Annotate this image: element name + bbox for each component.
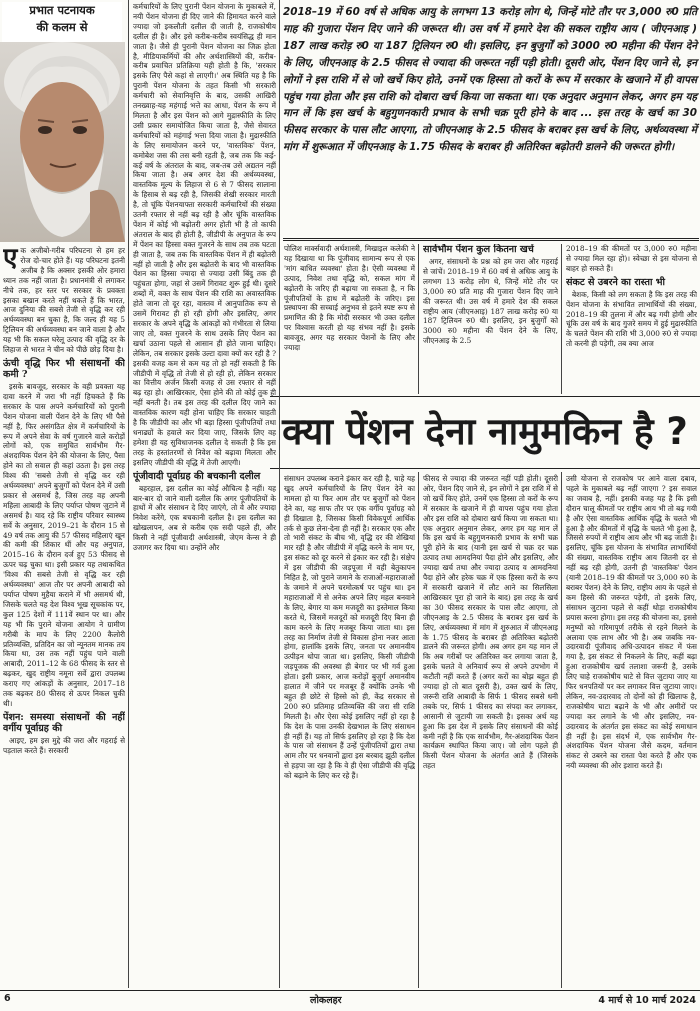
column-3-text-b: संसाधन उपलब्ध कराने इंकार कर रही है, चाहे यह खुद अपने कर्मचारियों के लिए पेंशन देने का मामला हो या फिर आम तौर पर बुजुर्गों को पेंशन देने का, यह साफ तौर पर एक वर्गीय पूर्वाग्रह को ही दिखाता है, जिसका किसी विवेकपूर्ण आर्थिक तर्क से कुछ लेना-देना ही नहीं है। सरकार एक और तो भारी संकट के बीच भी, वृद्धि दर की शेखियां मार रही है और जीडीपी में वृद्धि करने के नाम पर, इस संकट को दूर करने से इंकार कर रही है। संक्षेप में इस जीडीपी की जड़पूजा में वही बेतुकापन निहित है, जो पुराने जमाने के राजाओं-महाराजाओं के जमाने में अपने चरमोत्कर्ष पर पहुंच था। इन महाराजाओं में से अनेक अपने लिए महल बनवाने के लिए, बेगार या कम मजदूरी का इस्तेमाल किया करते थे, जिसमें मजदूरों को मजदूरी दिए बिना ही काम करने के लिए मजबूर किया जाता था। इस तरह का निर्माण तेजी से विकास होना नजर आता होगा, हालांकि इसके लिए, जनता पर अमानवीय उत्पीड़न थोपा जाता था। इसलिए, किसी जीडीपी जड़पूजक की अवस्था ही बेगार पर भी गर्व हुआ होता। इसी प्रकार, आज करोड़ों बुजुर्ग अमानवीय हालात में जीने पर मजबूर हैं क्योंकि उनके भी बहुत ही छोटे से हिस्से को ही, केंद्र सरकार से 200 रु0 प्रतिमाह प्रतिव्यक्ति की जरा सी राशि मिलती है। और ऐसा कोई इसलिए नहीं हो रहा है कि देश के पास उनकी देखभाल के लिए संसाधन ही नहीं हैं। यह तो सिर्फ इसलिए हो रहा है कि देश के पास जो संसाधन हैं उन्हें पूंजीपतियों द्वारा तथा आम तौर पर धनवानों द्वारा इस बरबाद झूठी दलील से हड़पा जा रहा है कि वे ही ऐसा जीडीपी की वृद्धि को बढ़ाने के लिए कर रहे हैं। — [284, 474, 415, 781]
column-divider-3 — [418, 244, 419, 394]
footer-rule — [0, 990, 700, 991]
article-column-4-bottom — [423, 474, 558, 988]
subhead-high-growth: ऊंची वृद्धि फिर भी संसाधनों की कमी ? — [3, 357, 125, 380]
subhead-universal-pension: सार्वभौम पेंशन कुल कितना खर्च — [423, 244, 534, 255]
column-4-text-b: फीसद से ज्यादा की जरूरत नहीं पड़ी होती। दूसरी ओर, पेंशन दिए जाने से, इन लोगों ने इस राशि में से जो खर्चे किए होते, उनमें एक हिस्सा तो करों के रूप में सरकार के खजाने में ही वापस पहुंच गया होता और इस राशि को दोबारा खर्च किया जा सकता था। एक अनुदार अनुमान लेकर, अगर हम यह मान लें कि इस खर्च के बहुगुणनकारी प्रभाव के सभी चक्र पूरी होने के बाद (यानी इस खर्च से चक्र दर चक्र उत्पाद तथा आमदनियां पैदा होने और इसलिए, और ज्यादा खर्च तथा और ज्यादा उत्पाद व आमदनियां पैदा होने और हरेक चक्र में एक हिस्सा करों के रूप में सरकारी खजाने में लौट आने का सिलसिला आखिरकार पूरा हो जाने के बाद) इस तरह के खर्च का 30 फीसद सरकार के पास लौट आएगा, तो जीएनआइ के 2.5 फीसद के बराबर इस खर्च के लिए, अर्थव्यवस्था में मांग में शुरुआत में जीएनआइ के 1.75 फीसद के बराबर ही अतिरिक्त बढ़ोतरी डालने की जरूरत होगी। अब अगर हम यह मान लें कि अब गरीबों पर अतिरिक्त कर लगाया जाता है, इसके चलते वे अनिवार्य रूप से अपने उपभोग में कटौती नहीं करते हैं (अगर करों का बोझ बहुत ही ज्यादा हो तो बात दूसरी है), उक्त खर्च के लिए, जरूरी राशि आबादी के सिर्फ 1 फीसद सबसे धनी तबके पर, सिर्फ 1 फीसद का संपदा कर लगाकर, आसानी से जुटायी जा सकती है। इसका अर्थ यह हुआ कि इस देश में इसके लिए संसाधनों की कोई कमी नहीं है कि एक सार्वभौम, गैर-अंशदायिक पेंशन कार्यक्रम स्थापित किया जाए। जो लोग पहले ही किसी पेंशन योजना के अंतर्गत आते हैं (जिसके तहत — [423, 474, 558, 771]
byline-tagline: की कलम से — [36, 20, 88, 34]
column-1-text-b: इसके बावजूद, सरकार के वही प्रवक्ता यह दावा करने में जरा भी नहीं हिचकते हैं कि सरकार के पास अपने कर्मचारियों को पुरानी पेंशन योजना वाली पेंशन देने के लिए भी पैसे नहीं है, फिर असंगठित क्षेत्र में कर्मचारियों के रूप में अपने सेवा के वर्ष गुजारने वाले करोड़ों लोगों को, एक समुचित सार्वभौम गैर-अंशदायिक पेंशन देने की योजना के लिए, पैसा होने का तो सवाल ही कहां उठता है। इस तरह विश्व की 'सबसे तेजी से वृद्धि कर रही अर्थव्यवस्था' अपने बुजुर्गों को पेंशन देने में उसी प्रकार से असमर्थ है, जिस तरह वह अपनी महिला आबादी के लिए पर्याप्त पोषण जुटाने में असमर्थ है। याद रहे कि राष्ट्रीय परिवार स्वास्थ्य सर्वे के अनुसार, 2019–21 के दौरान 15 से 49 वर्ष तक आयु की 57 फीसद महिलाएं खून की कमी की शिकार थीं और यह अनुपात, 2015–16 के दौरान दर्ज हुए 53 फीसद से ऊपर चढ़ चुका था। इसी प्रकार यह तथाकथित 'विश्व की सबसे तेजी से वृद्धि कर रही अर्थव्यवस्था' आज तौर पर अपनी आबादी को पर्याप्त पोषण मुहैया कराने में भी असमर्थ थी, जिसके चलते यह देश विश्व भूख सूचकांक पर, कुल 125 देशों में 111वें स्थान पर था। और यह भी कि पुराने योजना आयोग ने ग्रामीण गरीबी के माप के लिए 2200 कैलोरी प्रतिव्यक्ति, प्रतिदिन का जो न्यूनतम मानक तय किया था, उस तक नहीं पहुंच पाने वाली आबादी, 2011–12 के 68 फीसद के स्तर से बढ़कर, खुद राष्ट्रीय नमूना सर्वे द्वारा उपलब्ध कराए गए आंकड़ों के अनुसार, 2017–18 तक बढ़कर 80 फीसद से ऊपर निकल चुकी थी। — [3, 381, 125, 708]
article-headline: क्या पेंशन देना नामुमकिन है ? — [282, 410, 688, 453]
column-3-text: पोलिश मार्क्सवादी अर्थशास्त्री, मिखाइल कलेकी ने यह दिखाया था कि पूंजीवाद सामान्य रूप से एक 'मांग बाधित व्यवस्था' होता है। ऐसी व्यवस्था में उत्पाद, निवेश तथा वृद्धि को, सकल मांग में बढ़ोतरी के जरिए ही बढ़ाया जा सकता है, न कि पूंजीपतियों के हाथ में बढ़ोतरी के जरिए। इस प्रस्थापना की सच्चाई अनुभव से इतने स्पष्ट रूप से प्रमाणित की है कि मोदी सरकार भी उक्त दलील पर विश्वास करती हो यह संभव नहीं है। इसके बावजूद, अगर यह सरकार पेंशनों के लिए और ज्यादा — [284, 244, 415, 353]
column-5-text: 2018–19 की कीमतों पर 3,000 रु0 महीना से ज्यादा मिल रहा हो)। स्वेच्छा से इस योजना से बाहर हो सकते हैं। — [566, 244, 697, 273]
article-column-3-bottom — [284, 474, 415, 988]
column-2-text: कर्मचारियों के लिए पुरानी पेंशन योजना के मुकाबले में, नयी पेंशन योजना ही दिए जाने की हिमायत करने वाले ज्यादा जो इकलौती दलील दी जाती है, राजकोषीय दलील ही है। और इसे करीब-करीब स्वयंसिद्ध ही मान जाता है। जैसे ही पुरानी पेंशन योजना का जिक्र होता है, मीडियाकर्मियों की और अर्थशास्त्रियों की, करीब-करीब प्रवाचित प्रतिक्रिया यही होती है कि, 'सरकार इसके लिए पैसे कहां से लाएगी।' अब स्थिति यह है कि पुरानी पेंशन योजना के तहत किसी भी सरकारी कर्मचारी को सेवानिवृत्ति के बाद, उसकी आखिरी तनख्वाह-यह महंगाई भत्ते का आधा, पेंशन के रूप में मिलता है और इस पेंशन को आगे मुद्रास्फीति के लिए उसी प्रकार समायोजित किया जाता है, जैसे सेवारत कर्मचारियों को महंगाई भत्ता दिया जाता है। मुद्रास्फीति के लिए समायोजन करने पर, 'वास्तविक' पेंशन, कमोबेश जस की तस बनी रहती है, जब तक कि कई-कई वर्ष के अंतराल के बाद, जब-तब उसे अद्यतन नहीं किया जाता है। अब अगर देश की अर्थव्यवस्था, वास्तविक मूल्य के लिहाज से 6 से 7 फीसद सालाना के हिसाब से बढ़ रही है, जिसकी शेखी सरकार मारती है, तो चूंकि पेंशनयाफ्ता सरकारी कर्मचारियों की संख्या उतनी रफ्तार से नहीं बढ़ रही है और चूंकि वास्तविक पेंशन में कोई भी बढ़ोतरी अगर होती भी है तो काफी अंतराल के बाद ही होती है, जीडीपी के अनुपात के रूप में पेंशन का हिस्सा वक्त गुजरने के साथ तब तक घटता ही जाता है, जब तक कि वास्तविक पेंशन में ही बढ़ोतरी नहीं हो जाती है और इस बढ़ोतरी के बाद भी वास्तविक पेंशन का हिस्सा ज्यादा से ज्यादा उसी बिंदु तक ही पहुंचता होगा, जहां से उसमें गिरावट शुरू हुई थी। दूसरे शब्दों में, वक्त के साथ पेंशन की राशि का अवास्तविक होते जाना तो दूर रहा, वास्तव में आनुपातिक रूप से उसमें गिरावट ही हो रही होगी और इसलिए, अगर सरकार के अपने वृद्धि के आंकड़ों को गंभीरता से लिया जाए तो, वक्त गुजरने के साथ उसके लिए पेंशन का खर्चा उठाना पहले से आसान ही होते जाना चाहिए। लेकिन, तब सरकार इसके उल्टा दावा क्यों कर रही है ? इसकी वजह कम से कम यह तो हो नहीं सकती है कि जीडीपी में वृद्धि तो तेजी से हो रही हो, लेकिन सरकार का वित्तीय अर्जन किसी वजह से उस रफ्तार से नहीं बढ़ रहा हो। आखिरकार, ऐसा होने की तो कोई तुक ही नहीं बनती है। तब इस तरह की दलील दिए जाने का वास्तविक कारण यही होना चाहिए कि सरकार चाहती है कि जीडीपी का और भी बड़ा हिस्सा पूंजीपतियों तथा धनाढ्यों के हवाले कर दिया जाए, जिसके लिए वह हमेशा ही यह सुविधाजनक दलील दे सकती है कि इस तरह के हस्तांतरणों से निवेश को बढ़ावा मिलता और इसलिए जीडीपी की वृद्धि में तेजी आएगी। — [133, 2, 276, 467]
drop-cap: ए — [3, 246, 18, 273]
column-1-text: क अजीबो-गरीब परिघटना से हम हर रोज दो-चार होते हैं। यह परिघटना इतनी अजीब है कि अक्सर इसकी ओर हमारा ध्यान तक नहीं जाता है। प्रधानमंत्री से लगाकर नीचे तक, हर स्तर पर सरकार के प्रवक्ता इसका बखान करते नहीं थकते हैं कि भारत, आज दुनिया की सबसे तेजी से वृद्धि कर रही अर्थव्यवस्था बन चुका है, कि जल्द ही यह 5 ट्रिलियन की अर्थव्यवस्था बन जाने वाला है और यह भी कि सकल घरेलू उत्पाद की वृद्धि दर के लिहाज से भारत ने चीन को पीछे छोड़ दिया है। — [3, 246, 125, 355]
article-column-4-top — [423, 244, 558, 394]
subhead-capitalist-bias: पूंजीवादी पूर्वाग्रह की बचकानी दलील — [133, 470, 261, 482]
article-column-2 — [133, 2, 276, 988]
subhead-crisis-exit: संकट से उबरने का रास्ता भी — [566, 276, 666, 288]
pull-quote-text: 2018–19 में 60 वर्ष से अधिक आयु के लगभग 13 करोड़ लोग थे, जिन्हें मोटे तौर पर 3,000 रु0 प्रति माह की गुजारा पेंशन दिए जाने की जरूरत थी। उस वर्ष में हमारे देश की सकल राष्ट्रीय आय ( जीएनआइ ) 187 लाख करोड़ रु0 या 187 ट्रिलियन रु0 थी। इसलिए, इन बुजुर्गों को 3000 रु0 महीना की पेंशन देने के लिए, जीएनआइ के 2.5 फीसद से ज्यादा की जरूरत नहीं पड़ी होती। दूसरी ओर, पेंशन दिए जाने से, इन लोगों ने इस राशि में से जो खर्चे किए होते, उनमें एक हिस्सा तो करों के रूप में सरकार के खजाने में ही वापस पहुंच गया होता और इस राशि को दोबारा खर्च किया जा सकता था। एक अनुदार अनुमान लेकर, अगर हम यह मान लें कि इस खर्च के बहुगुणनकारी प्रभाव के सभी चक्र पूरी होने के बाद ... इस तरह के खर्च का 30 फीसद सरकार के पास लौट आएगा, तो जीएनआइ के 2.5 फीसद के बराबर इस खर्च के लिए, अर्थव्यवस्था में मांग में शुरूआत में जीएनआइ के 1.75 फीसद के बराबर ही अतिरिक्त बढ़ोतरी डालने की जरूरत होगी। — [283, 6, 697, 154]
author-name: प्रभात पटनायक — [29, 3, 95, 17]
column-divider-2 — [279, 0, 280, 988]
subhead-pension-bias: पेंशन: समस्या संसाधनों की नहीं वर्गीय पूर्वाग्रह की — [3, 711, 125, 734]
publication-name: लोकलहर — [310, 995, 342, 1006]
pull-quote — [283, 4, 697, 156]
article-column-5-top — [566, 244, 697, 394]
column-divider-1 — [128, 0, 129, 988]
quote-bottom-rule-2 — [283, 240, 699, 241]
column-5-text-c: उसी योजना से राजकोष पर आने वाला दबाव, पहले के मुकाबले बढ़ नहीं जाएगा ? इस सवाल का जवाब है, नहीं। इसकी वजह यह है कि इसी दौरान चालू कीमतों पर राष्ट्रीय आय भी तो बढ़ गयी है और ऐसा वास्तविक आर्थिक वृद्धि के चलते भी हुआ है और कीमतों में वृद्धि के चलते भी हुआ है, जिससे रुपयों में राष्ट्रीय आय और भी बढ़ जाती है। इसलिए, चूंकि इस योजना के संभावित लाभार्थियों की संख्या, वास्तविक राष्ट्रीय आय जितनी दर से नहीं बढ़ रही होगी, उतनी ही 'वास्तविक' पेंशन (यानी 2018–19 की कीमतों पर 3,000 रु0 के बराबर पेंशन) देने के लिए, राष्ट्रीय आय के पहले से कम हिस्से की जरूरत पड़ेगी, तो इसके लिए, संसाधन जुटाना पहले से कहीं थोड़ा राजकोषीय प्रयास करना होगा। इस तरह की योजना का, इससे मनुष्यों को गरिमापूर्ण तरीके से रहने मिलने के अलावा एक लाभ और भी है। अब जबकि नव-उदारवादी पूंजीवाद अधि-उत्पादन संकट में फंस गया है, इस संकट से निकलने के लिए, कहीं बढ़ा हुआ राजकोषीय खर्च तलाशा जरूरी है, उसके लिए चाहे राजकोषीय घाटे से वित्त जुटाया जाए या फिर धनपतियों पर कर लगाकर वित्त जुटाया जाए। लेकिन, नव-उदारवाद तो दोनों को ही खिलाफ है, राजकोषीय घाटा बढ़ाने के भी और अमीरों पर ज्यादा कर लगाने के भी और इसलिए, नव-उदारवाद के अंतर्गत इस संकट का कोई समाधान ही नहीं है। इस संदर्भ में, एक सार्वभौम गैर-अंशदायिक पेंशन योजना जैसे कदम, वर्तमान संकट से उबरने का रास्ता पेश करते हैं और एक नयी व्यवस्था की ओर इशारा करते हैं। — [566, 474, 697, 771]
author-portrait-image — [0, 42, 125, 242]
quote-bottom-rule — [283, 238, 699, 239]
column-divider-5 — [418, 472, 419, 988]
issue-date: 4 मार्च से 10 मार्च 2024 — [598, 995, 696, 1006]
article-column-1 — [3, 246, 125, 988]
column-2-text-b: बहरहाल, इस दलील का कोई औचित्य है नहीं। यह बार-बार दो जाने वाली दलील कि अगर पूंजीपतियों के हाथों में और संसाधन दे दिए जाएंगे, तो वे और ज्यादा निवेश करेंगे, एक बचकानी दलील है। इस दलील का खोखलापन, अब से करीब एक सदी पहले ही, और किसी ने नहीं पूंजीवादी अर्थशास्त्री, जेएम केन्स ने ही उजागर कर दिया था। उन्होंने और — [133, 483, 276, 553]
article-column-3-top — [284, 244, 415, 394]
column-5-text-b: बेशक, किसी को लग सकता है कि इस तरह की पेंशन योजना के संभावित लाभार्थियों की संख्या, 2018–19 की तुलना में और बढ़ गयी होगी और चूंकि उस वर्ष के बाद गुजरे समय में हुई मुद्रास्फीति के चलते पेंशन की राशि भी 3,000 रु0 से ज्यादा तो करनी ही पड़ेगी, तब क्या आज — [566, 289, 697, 349]
article-column-5-bottom — [566, 474, 697, 988]
headline-top-rule — [270, 396, 700, 397]
author-photo — [0, 42, 125, 242]
column-1-text-c: आइए, हम इस मुद्दे की जरा और गहराई से पड़ताल करते हैं। सरकारी — [3, 735, 125, 755]
byline-box — [2, 2, 122, 43]
column-divider-4 — [561, 244, 562, 394]
column-4-text: अगर, संसाधनों के प्रश्न को हम जरा और गहराई से जांचें। 2018–19 में 60 वर्ष से अधिक आयु के लगभग 13 करोड़ लोग थे, जिन्हें मोटे तौर पर 3,000 रु0 प्रति माह की गुजारा पेंशन दिए जाने की जरूरत थी। उस वर्ष में हमारे देश की सकल राष्ट्रीय आय (जीएनआइ) 187 लाख करोड़ रु0 या 187 ट्रिलियन रु0 थी। इसलिए, इन बुजुर्गों को 3000 रु0 महीना की पेंशन देने के लिए, जीएनआइ के 2.5 — [423, 257, 558, 346]
page-number: 6 — [4, 993, 11, 1004]
column-divider-6 — [561, 472, 562, 988]
headline-bottom-rule — [270, 468, 700, 469]
